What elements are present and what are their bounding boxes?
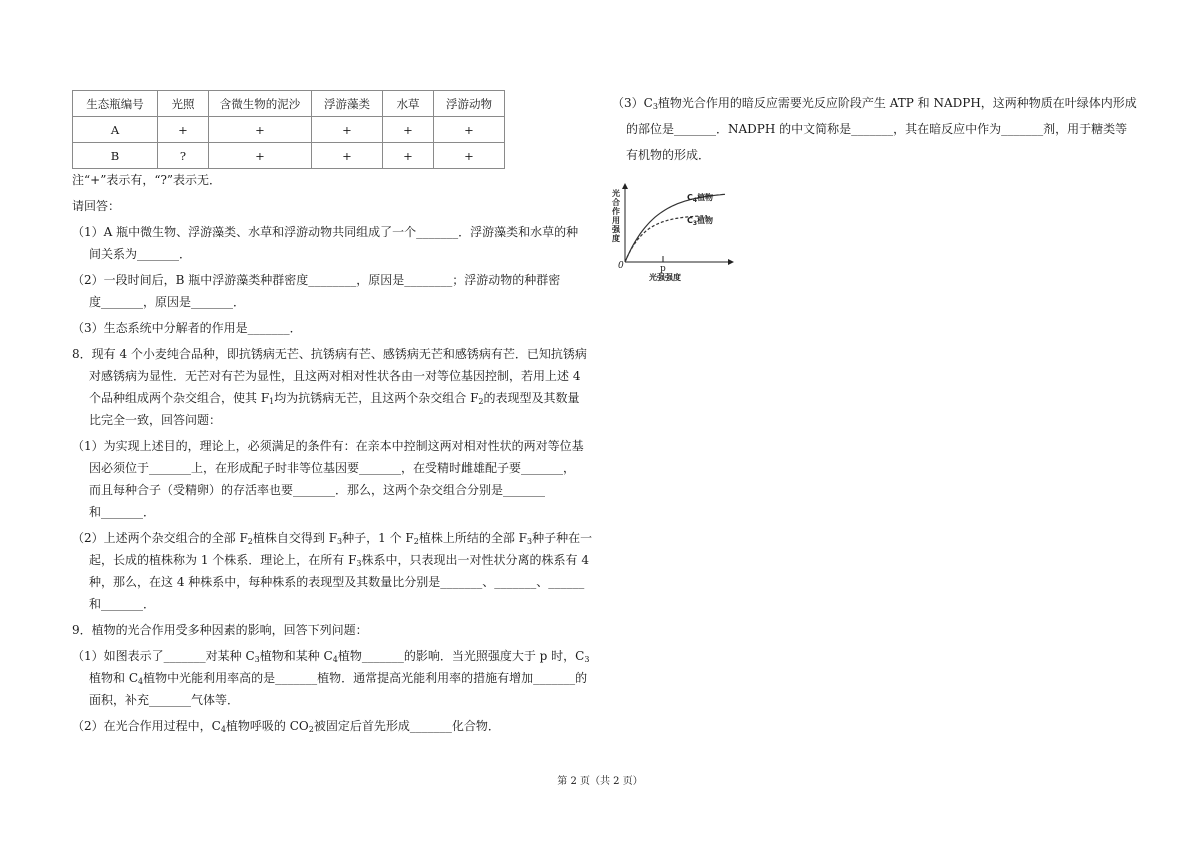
y-axis-label-char: 用 xyxy=(612,216,620,225)
prompt-ask: 请回答： xyxy=(72,199,121,213)
q9-3-line-a xyxy=(612,90,1137,116)
text-run: （1）如图表示了_______对某种 C xyxy=(72,649,255,663)
q8-line-b: 对感锈病为显性．无芒对有芒为显性，且这两对相对性状各由一对等位基因控制，若用上述 4 xyxy=(89,369,581,383)
page-footer: 第 2 页（共 2 页） xyxy=(557,776,643,787)
table-header-row xyxy=(73,91,505,117)
subscript: 2 xyxy=(478,397,484,406)
text-run: 被固定后首先形成_______化合物． xyxy=(313,719,500,733)
legend-c4-c: C xyxy=(687,193,693,202)
table-cell: A xyxy=(73,117,158,143)
q9-1-line-b xyxy=(72,667,592,689)
text-run: 植物和某种 C xyxy=(259,649,333,663)
q9-2-line xyxy=(72,715,592,737)
q8-2-line-a xyxy=(72,527,592,549)
text-run: 个品种组成两个杂交组合，使其 F xyxy=(89,391,270,405)
text-run: 种子，1 个 F xyxy=(342,531,414,545)
right-column xyxy=(612,90,1137,168)
q8-1-line-b: 因必须位于_______上，在形成配子时非等位基因要_______，在受精时雌雄配子要_______， xyxy=(89,461,576,475)
q7-1-line-a: （1）A 瓶中微生物、浮游藻类、水草和浮游动物共同组成了一个_______．浮游藻类和水草的种 xyxy=(72,225,579,239)
ecobottle-table xyxy=(72,90,505,169)
text-run: 植株上所结的全部 F xyxy=(418,531,527,545)
text-run: 植物光合作用的暗反应需要光反应阶段产生 ATP 和 NADPH，这两种物质在叶绿体内形成 xyxy=(657,96,1137,110)
table-header-cell: 浮游动物 xyxy=(434,91,505,117)
legend-c3-sub: 3 xyxy=(692,220,698,227)
table-cell: + xyxy=(209,143,312,169)
subscript: 3 xyxy=(356,559,362,568)
subscript: 2 xyxy=(413,537,419,546)
q8-2-line-d: 和_______． xyxy=(89,597,156,611)
subscript: 3 xyxy=(584,655,590,664)
table-header-cell: 光照 xyxy=(158,91,209,117)
q7-1-line-b: 间关系为_______． xyxy=(89,247,192,261)
q9-3-line-b: 的部位是_______．NADPH 的中文简称是_______，其在暗反应中作为_______剂，用于糖类等 xyxy=(626,122,1128,136)
q7-3-line: （3）生态系统中分解者的作用是_______． xyxy=(72,321,302,335)
photosynthesis-chart xyxy=(605,182,735,286)
text-run: 种子种在一 xyxy=(532,531,593,545)
y-axis-label-char: 光 xyxy=(612,189,620,198)
legend-c4 xyxy=(687,192,713,204)
table-row xyxy=(73,143,505,169)
subscript: 3 xyxy=(652,102,658,111)
legend-c3-c: C xyxy=(687,216,693,225)
q7-2-line-b: 度_______，原因是_______． xyxy=(89,295,246,309)
legend-c3-tail: 植物 xyxy=(697,216,714,225)
y-axis-label-char: 合 xyxy=(612,198,620,207)
legend-c3 xyxy=(687,215,713,227)
y-axis-label-char: 作 xyxy=(612,207,620,216)
left-column xyxy=(72,90,592,737)
q9-3-line-c: 有机物的形成． xyxy=(626,148,711,162)
subscript: 3 xyxy=(254,655,260,664)
legend-c4-tail: 植物 xyxy=(697,193,714,202)
q8-line-d: 比完全一致，回答问题： xyxy=(89,413,222,427)
table-cell: + xyxy=(383,143,434,169)
table-cell: + xyxy=(209,117,312,143)
q7-2-line-a: （2）一段时间后，B 瓶中浮游藻类种群密度________，原因是________；浮游动物的种群密 xyxy=(72,273,561,287)
table-cell: + xyxy=(383,117,434,143)
text-run: 植物中光能利用率高的是_______植物．通常提高光能利用率的措施有增加_______的 xyxy=(143,671,588,685)
x-marker-label: p xyxy=(660,264,666,274)
text-run: 的表现型及其数量 xyxy=(483,391,580,405)
subscript: 3 xyxy=(337,537,343,546)
text-run: 植物和 C xyxy=(89,671,138,685)
subscript: 4 xyxy=(332,655,338,664)
table-cell: ? xyxy=(158,143,209,169)
table-cell: + xyxy=(434,117,505,143)
table-cell: + xyxy=(434,143,505,169)
q9-line: 9．植物的光合作用受多种因素的影响，回答下列问题： xyxy=(72,623,368,637)
chart-svg xyxy=(605,182,735,286)
y-axis-label-char: 度 xyxy=(612,234,620,243)
q8-1-line-d: 和_______． xyxy=(89,505,156,519)
q9-1-line-a xyxy=(72,645,592,667)
text-run: 植株自交得到 F xyxy=(252,531,338,545)
q8-2-line-b xyxy=(72,549,592,571)
table-cell: B xyxy=(73,143,158,169)
series-c4-line xyxy=(625,194,725,262)
subscript: 4 xyxy=(220,725,226,734)
y-axis-label-char: 强 xyxy=(612,225,620,234)
table-header-cell: 含微生物的泥沙 xyxy=(209,91,312,117)
subscript: 2 xyxy=(247,537,253,546)
text-run: 起，长成的植株称为 1 个株系．理论上，在所有 F xyxy=(89,553,357,567)
text-run: （3）C xyxy=(612,96,653,110)
subscript: 2 xyxy=(308,725,314,734)
table-header-cell: 生态瓶编号 xyxy=(73,91,158,117)
text-run: （2）在光合作用过程中，C xyxy=(72,719,221,733)
text-run: 植物呼吸的 CO xyxy=(225,719,309,733)
q9-1-line-c: 面积，补充_______气体等． xyxy=(89,693,240,707)
q8-1-line-a: （1）为实现上述目的，理论上，必须满足的条件有：在亲本中控制这两对相对性状的两对等位基 xyxy=(72,439,584,453)
text-run: 植物_______的影响．当光照强度大于 p 时，C xyxy=(337,649,585,663)
q8-2-line-c: 种，那么，在这 4 种株系中，每种株系的表现型及其数量比分别是_______、_______、______ xyxy=(89,575,585,589)
q8-line-a: 8．现有 4 个小麦纯合品种，即抗锈病无芒、抗锈病有芒、感锈病无芒和感锈病有芒．已知抗锈病 xyxy=(72,347,587,361)
table-cell: + xyxy=(312,143,383,169)
table-header-cell: 水草 xyxy=(383,91,434,117)
subscript: 4 xyxy=(138,677,144,686)
text-run: 均为抗锈病无芒，且这两个杂交组合 F xyxy=(274,391,479,405)
subscript: 1 xyxy=(269,397,275,406)
text-run: 株系中，只表现出一对性状分离的株系有 4 xyxy=(361,553,589,567)
x-axis-label: 光强强度 xyxy=(649,273,681,282)
subscript: 3 xyxy=(526,537,533,546)
origin-label: 0 xyxy=(618,261,624,271)
q8-1-line-c: 而且每种合子（受精卵）的存活率也要_______．那么，这两个杂交组合分别是_______ xyxy=(89,483,546,497)
q8-line-c xyxy=(72,387,592,409)
table-cell: + xyxy=(158,117,209,143)
table-row xyxy=(73,117,505,143)
legend-c4-sub: 4 xyxy=(692,197,698,204)
table-header-cell: 浮游藻类 xyxy=(312,91,383,117)
text-run: （2）上述两个杂交组合的全部 F xyxy=(72,531,248,545)
y-axis-label xyxy=(611,188,621,243)
table-note: 注“+”表示有，“?”表示无． xyxy=(72,173,222,187)
table-cell: + xyxy=(312,117,383,143)
